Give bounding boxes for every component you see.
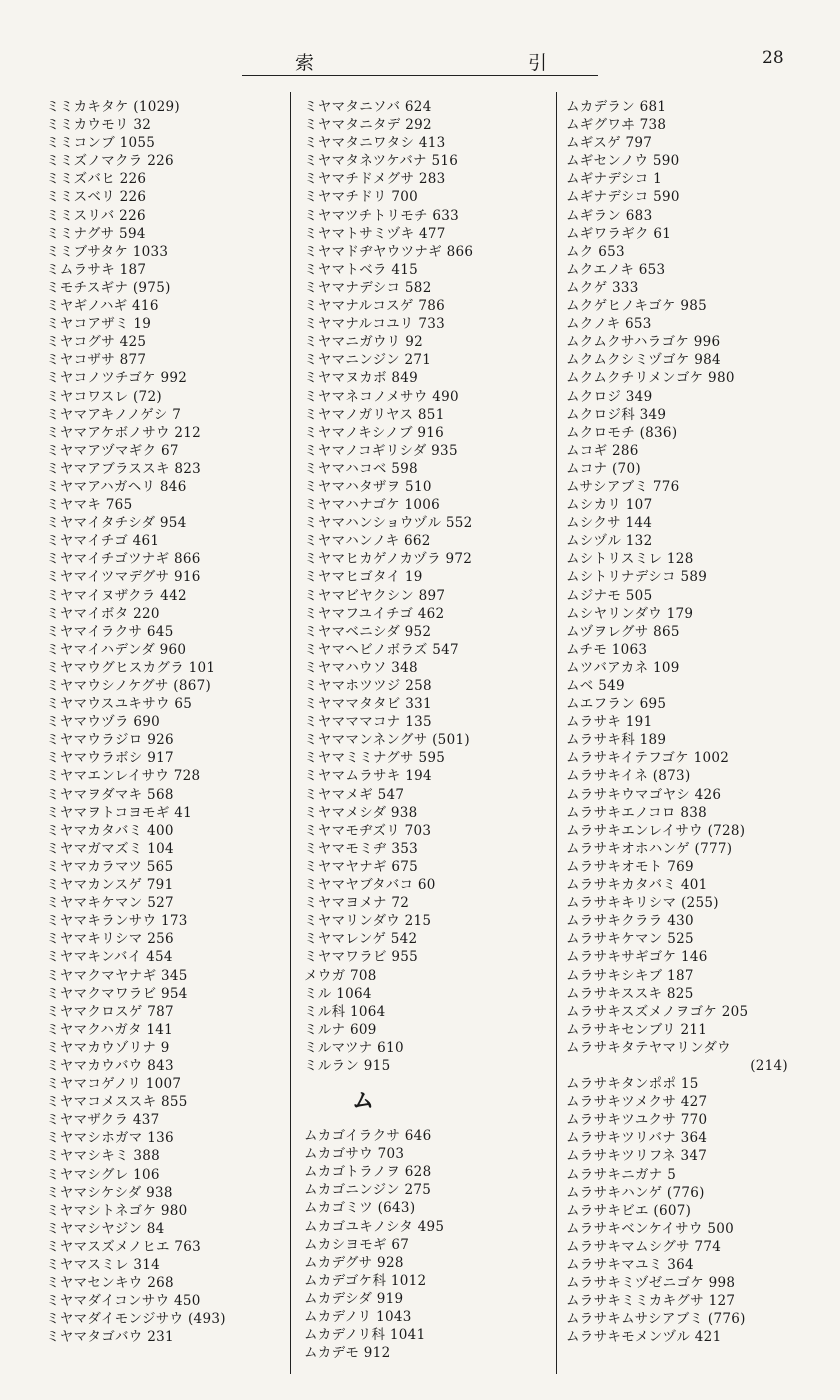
header-title-index-2: 引 [528, 52, 548, 74]
index-entry: ミヤマベニシダ 952 [304, 623, 432, 640]
index-entry: ムジナモ 505 [566, 587, 653, 604]
index-entry: ムラサキタテヤマリンダウ [566, 1039, 731, 1056]
index-entry: ミヤマレンゲ 542 [304, 931, 418, 948]
index-entry: ミヤマクロスゲ 787 [46, 1003, 174, 1020]
index-entry: ムギナデシコ 590 [566, 189, 680, 206]
index-entry: ミヤママタタビ 331 [304, 696, 432, 713]
index-entry: ミヤマナデシコ 582 [304, 279, 432, 296]
index-entry: ミヤマカウゾリナ 9 [46, 1039, 170, 1056]
index-entry: ムラサキツリバナ 364 [566, 1130, 708, 1147]
index-entry: ミヤマキンバイ 454 [46, 949, 173, 966]
index-entry: ミヤマウラボシ 917 [46, 750, 174, 767]
index-entry: メウガ 708 [304, 967, 377, 984]
index-entry: ミヤマコメススキ 855 [46, 1094, 188, 1111]
index-entry: ムカデラン 681 [566, 99, 667, 115]
index-column-3 [566, 98, 834, 1346]
index-entry: ミヤマタゴバウ 231 [46, 1329, 174, 1346]
index-entry: ミヤマハコベ 598 [304, 460, 418, 477]
index-entry: ミヤマイチゴ 461 [46, 533, 160, 550]
index-entry: ミヤマドヂヤウツナギ 866 [304, 243, 474, 260]
index-entry: ミヤギノハギ 416 [46, 298, 159, 315]
index-entry: ムコナ (70) [566, 460, 641, 477]
index-entry: ムラサキベンケイサウ 500 [566, 1220, 735, 1237]
header-title-index-1: 索 [295, 52, 315, 74]
index-entry: ミヤマヌカボ 849 [304, 370, 419, 387]
index-entry: ミヤマトサミヅキ 477 [304, 225, 446, 242]
index-entry: ミヤマトベラ 415 [304, 261, 419, 278]
index-entry: ムラサキススキ 825 [566, 985, 694, 1002]
index-entry: ムシヅル 132 [566, 533, 653, 550]
index-entry: ムカゴニンジン 275 [304, 1182, 432, 1199]
index-entry: ミヤマクマヤナギ 345 [46, 967, 188, 984]
index-entry: ミヤマシケシダ 938 [46, 1184, 173, 1201]
index-entry: ムラサキミミカキグサ 127 [566, 1293, 736, 1310]
index-entry: ミヤマシホガマ 136 [46, 1130, 174, 1147]
column-divider-2 [556, 92, 557, 1374]
index-entry: ムクロモチ (836) [566, 424, 678, 441]
index-entry: ミミカウモリ 32 [46, 117, 152, 134]
index-entry: ミヤマモヂズリ 703 [304, 822, 432, 839]
index-entry: ミヤマキリシマ 256 [46, 931, 174, 948]
index-entry: ミヤマリンダウ 215 [304, 913, 432, 930]
index-entry: ムラサキマムシグサ 774 [566, 1238, 722, 1255]
index-entry: ミヤマダイコンサウ 450 [46, 1293, 201, 1310]
index-entry: ミヤマホツツジ 258 [304, 678, 432, 694]
index-entry: ミヤマハタザヲ 510 [304, 478, 432, 495]
index-entry: ミミブサタケ 1033 [46, 243, 169, 260]
index-entry: ムベ 549 [566, 678, 625, 694]
index-entry: ミヤマタネツケバナ 516 [304, 153, 459, 170]
index-entry: ミヤマニンジン 271 [304, 352, 432, 369]
index-entry: ムラサキウマゴヤシ 426 [566, 786, 722, 803]
index-entry: ミルラン 915 [304, 1057, 391, 1074]
index-entry: ムラサキオモト 769 [566, 858, 694, 875]
index-entry: ムクロジ 349 [566, 388, 653, 405]
index-column-1 [46, 98, 284, 1346]
index-entry: ミル 1064 [304, 985, 372, 1002]
section-heading: ム [352, 1088, 375, 1115]
index-entry: ミヤマキランサウ 173 [46, 913, 188, 930]
index-entry: ミヤマキ 765 [46, 497, 133, 514]
index-entry: ミヤマクハガタ 141 [46, 1021, 174, 1038]
index-entry: ムラサキミヅゼニゴケ 998 [566, 1275, 736, 1292]
index-entry: ミヤマミミナグサ 595 [304, 750, 446, 767]
index-entry: ムラサキツリフネ 347 [566, 1148, 708, 1165]
index-entry: ムシヤリンダウ 179 [566, 605, 694, 622]
index-entry: ミヤマアハガヘリ 846 [46, 478, 187, 495]
index-entry: ミヤマウヅラ 690 [46, 714, 161, 731]
index-entry: ミヤコアザミ 19 [46, 316, 152, 333]
index-entry: ミヤマイツマデグサ 916 [46, 569, 201, 586]
index-entry: ムラサキハンゲ (776) [566, 1184, 705, 1201]
index-entry: ミヤコワスレ (72) [46, 388, 162, 405]
index-entry: ムクノキ 653 [566, 316, 652, 333]
index-entry: ムラサキサギゴケ 146 [566, 949, 708, 966]
index-entry: ミヤマザクラ 437 [46, 1112, 160, 1129]
index-entry: ムラサキイネ (873) [566, 768, 691, 785]
index-entry: ムラサキビエ (607) [566, 1202, 692, 1219]
index-entry: ミヤマヤブタバコ 60 [304, 877, 436, 894]
index-entry: ミヤマヤナギ 675 [304, 858, 419, 875]
index-entry: ムカデノリ 1043 [304, 1309, 412, 1325]
index-entry: ムヅヲレグサ 865 [566, 623, 680, 640]
index-entry: ムラサキケマン 525 [566, 931, 694, 948]
index-entry: ミミズバヒ 226 [46, 171, 147, 188]
index-entry: ミヤマカラマツ 565 [46, 858, 174, 875]
index-entry: ミヤマママコナ 135 [304, 714, 432, 731]
index-entry: ミヤマナルコスゲ 786 [304, 298, 445, 315]
index-entry: ミルナ 609 [304, 1021, 377, 1038]
index-entry: ミヤマチドメグサ 283 [304, 171, 446, 188]
index-entry: ミヤマヲダマキ 568 [46, 786, 174, 803]
index-entry: ムクムクシミヅゴケ 984 [566, 352, 721, 369]
index-entry: ミヤマモミヂ 353 [304, 840, 419, 857]
index-entry: ミヤマワラビ 955 [304, 949, 419, 966]
index-entry: ムラサキモメンヅル 421 [566, 1329, 722, 1346]
index-entry: ムラサキスズメノヲゴケ 205 [566, 1003, 749, 1020]
index-entry: ミヤマダイモンジサウ (493) [46, 1311, 226, 1328]
index-entry: ミムラサキ 187 [46, 261, 147, 278]
index-entry: ムカシヨモギ 67 [304, 1236, 410, 1253]
index-entry: ミヤマタニタデ 292 [304, 117, 432, 134]
index-entry: ムカゴサウ 703 [304, 1146, 405, 1163]
index-entry: ミヤマセンキウ 268 [46, 1275, 174, 1292]
index-entry: ムツバアカネ 109 [566, 659, 680, 676]
index-entry: ミヤママンネングサ (501) [304, 732, 470, 749]
column-divider-1 [290, 92, 291, 1374]
page-number: 28 [762, 48, 784, 68]
index-entry: ミヤマフユイチゴ 462 [304, 605, 445, 622]
index-entry: ミミスリバ 226 [46, 207, 146, 224]
index-entry: ムシカリ 107 [566, 497, 653, 514]
index-entry: ミヤマシヤジン 84 [46, 1220, 165, 1237]
index-entry: ムカデゴケ科 1012 [304, 1272, 427, 1289]
index-entry: ミヤマノガリヤス 851 [304, 406, 445, 423]
index-column-2 [304, 98, 554, 1362]
index-entry: ミミカキタケ (1029) [46, 99, 180, 115]
index-entry: ムギラン 683 [566, 207, 653, 224]
index-entry: ミヤマナルコユリ 733 [304, 316, 445, 333]
index-entry: ミモチスギナ (975) [46, 279, 171, 296]
index-entry: ミヤマチドリ 700 [304, 189, 419, 206]
index-entry: ムカデモ 912 [304, 1345, 391, 1362]
index-entry: ミヤマアキノノゲシ 7 [46, 406, 182, 423]
index-entry: ミヤマイチゴツナギ 866 [46, 551, 201, 568]
index-entry: ミミナグサ 594 [46, 225, 146, 242]
index-entry: ミミズノマクラ 226 [46, 153, 174, 170]
index-entry: ミミスベリ 226 [46, 189, 147, 206]
index-entry: ミヤマハウソ 348 [304, 659, 418, 676]
index-entry: ミヤマハンノキ 662 [304, 533, 431, 550]
index-entry: ミヤマエンレイサウ 728 [46, 768, 201, 785]
index-entry: ミヤマシキミ 388 [46, 1148, 161, 1165]
index-entry: ミヤマヘビノボラズ 547 [304, 641, 459, 658]
index-entry: ムラサキカタバミ 401 [566, 877, 708, 894]
index-entry: ムシトリナデシコ 589 [566, 569, 708, 586]
index-entry: ムラサキエノコロ 838 [566, 804, 707, 821]
index-entry: ムラサキオホハンゲ (777) [566, 840, 733, 857]
index-entry: ムエフラン 695 [566, 696, 667, 713]
page-header [0, 44, 840, 84]
index-entry: ムラサキシキブ 187 [566, 967, 694, 984]
index-entry: ムカゴユキノシタ 495 [304, 1218, 445, 1235]
index-entry: ムカゴミツ (643) [304, 1200, 416, 1217]
index-entry: ミヤマイタチシダ 954 [46, 515, 187, 532]
index-entry: ミヤマイラクサ 645 [46, 623, 174, 640]
index-entry: ムラサキニガナ 5 [566, 1166, 677, 1183]
index-entry: ムコギ 286 [566, 442, 639, 459]
index-entry: ムカゴイラクサ 646 [304, 1128, 432, 1145]
index-entry: ミルマツナ 610 [304, 1039, 404, 1056]
index-entry: ムギナデシコ 1 [566, 171, 663, 188]
index-entry: ミヤマハンショウヅル 552 [304, 515, 473, 532]
index-entry: ミヤマアケボノサウ 212 [46, 424, 202, 441]
index-entry: ミヤマニガウリ 92 [304, 334, 423, 351]
index-entry: ミヤマビヤクシン 897 [304, 587, 446, 604]
index-entry: ムラサキ科 189 [566, 732, 667, 749]
index-entry: ミヤマスミレ 314 [46, 1257, 161, 1273]
index-entry: ミヤマイハデンダ 960 [46, 641, 187, 658]
index-entry: ムクエノキ 653 [566, 261, 666, 278]
index-entry: ミヤマタニソバ 624 [304, 99, 432, 115]
index-entry: ミヤマヒゴタイ 19 [304, 569, 423, 586]
index-entry: ムギセンノウ 590 [566, 153, 680, 170]
index-entry: (214) [750, 1057, 788, 1074]
index-entry: ムラサキセンブリ 211 [566, 1021, 708, 1038]
index-entry: ミヤマウスユキサウ 65 [46, 696, 193, 713]
index-entry: ミヤマキケマン 527 [46, 895, 174, 912]
index-entry: ムカデシダ 919 [304, 1290, 404, 1307]
index-entry: ミヤマスズメノヒエ 763 [46, 1238, 202, 1255]
index-entry: ミヤコザサ 877 [46, 352, 147, 369]
index-entry: ムラサキキリシマ (255) [566, 895, 719, 912]
index-entry: ミル科 1064 [304, 1003, 386, 1020]
index-entry: ムクゲ 333 [566, 279, 639, 296]
index-entry: ミヤマハナゴケ 1006 [304, 497, 441, 514]
index-entry: ムカデグサ 928 [304, 1254, 404, 1271]
index-entry: ムチモ 1063 [566, 641, 648, 658]
index-entry: ムラサキタンポポ 15 [566, 1076, 699, 1093]
index-entry: ムラサキイテフゴケ 1002 [566, 750, 730, 767]
index-entry: ムラサキ 191 [566, 714, 653, 731]
index-entry: ミヤマウグヒスカグラ 101 [46, 659, 216, 676]
index-entry: ミヤマウシノケグサ (867) [46, 678, 212, 694]
index-entry: ミヤマメギ 547 [304, 786, 405, 803]
index-entry: ミヤマネコノメサウ 490 [304, 388, 459, 405]
header-rule [242, 75, 598, 76]
index-entry: ムラサキツユクサ 770 [566, 1112, 708, 1129]
index-entry: ミヤマウラジロ 926 [46, 732, 174, 749]
index-entry: ミヤマノキシノブ 916 [304, 424, 445, 441]
index-entry: ムカデノリ科 1041 [304, 1327, 426, 1344]
index-entry: ムギワラギク 61 [566, 225, 672, 242]
index-entry: ミヤマアヅマギク 67 [46, 442, 179, 459]
index-entry: ミヤマカウバウ 843 [46, 1057, 174, 1074]
index-entry: ムクロジ科 349 [566, 406, 667, 423]
index-entry: ミヤコグサ 425 [46, 334, 147, 351]
index-entry: ムシクサ 144 [566, 515, 653, 532]
index-entry: ミヤマクマワラビ 954 [46, 985, 188, 1002]
index-entry: ミヤマアブラススキ 823 [46, 460, 202, 477]
index-entry: ミヤマヒカゲノカヅラ 972 [304, 551, 473, 568]
index-entry: ムギグワヰ 738 [566, 117, 667, 134]
index-entry: ミヤマイヌザクラ 442 [46, 587, 187, 604]
index-entry: ミヤマカンスゲ 791 [46, 877, 174, 894]
index-entry: ミヤマシグレ 106 [46, 1166, 160, 1183]
index-entry: ムカゴトラノヲ 628 [304, 1164, 432, 1181]
index-entry: ミヤマメシダ 938 [304, 804, 418, 821]
index-entry: ミヤマカタバミ 400 [46, 822, 174, 839]
index-entry: ムギスゲ 797 [566, 135, 653, 152]
index-entry: ミヤマイボタ 220 [46, 605, 160, 622]
index-entry: ミヤマヲトコヨモギ 41 [46, 804, 193, 821]
index-entry: ミヤマタニワタシ 413 [304, 135, 446, 152]
index-entry: ムクムクチリメンゴケ 980 [566, 370, 735, 387]
index-entry: ミヤマシトネゴケ 980 [46, 1202, 188, 1219]
index-entry: ミミコンブ 1055 [46, 135, 156, 152]
index-entry: ミヤマコゲノリ 1007 [46, 1076, 182, 1093]
index-entry: ムラサキツメクサ 427 [566, 1094, 708, 1111]
index-entry: ミヤマガマズミ 104 [46, 840, 174, 857]
index-entry: ムク 653 [566, 243, 625, 260]
index-entry: ミヤマツチトリモチ 633 [304, 207, 460, 224]
index-entry: ミヤマムラサキ 194 [304, 768, 432, 785]
index-entry: ミヤコノツチゴケ 992 [46, 370, 188, 387]
index-entry: ムクゲヒノキゴケ 985 [566, 298, 707, 315]
index-entry: ミヤマヨメナ 72 [304, 895, 410, 912]
index-entry: ムラサキクララ 430 [566, 913, 694, 930]
index-entry: ムラサキムサシアブミ (776) [566, 1311, 746, 1328]
index-entry: ムシトリスミレ 128 [566, 551, 694, 568]
index-entry: ムラサキエンレイサウ (728) [566, 822, 746, 839]
index-entry: ムラサキマユミ 364 [566, 1257, 694, 1273]
index-entry: ムサシアブミ 776 [566, 478, 680, 495]
index-entry: ミヤマノコギリシダ 935 [304, 442, 458, 459]
index-entry: ムクムクサハラゴケ 996 [566, 334, 721, 351]
